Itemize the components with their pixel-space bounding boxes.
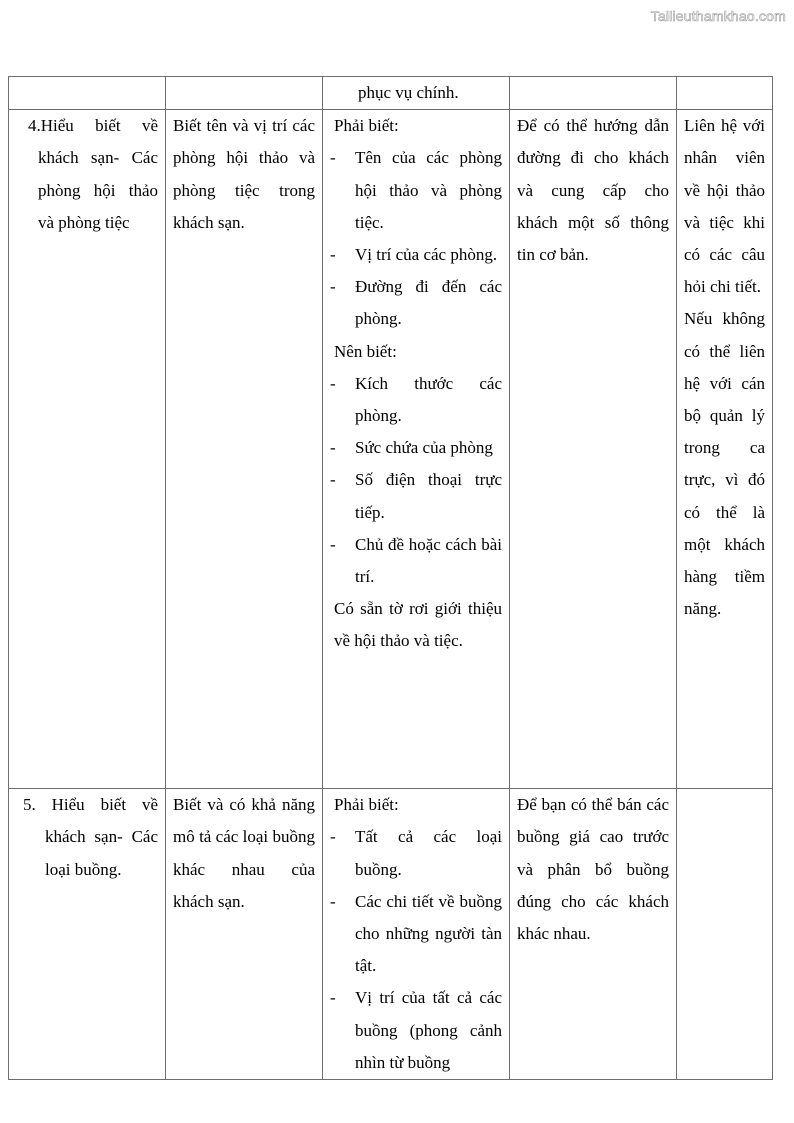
knowledge-cell — [323, 789, 510, 1080]
training-table — [8, 76, 773, 1080]
continued-text: phục vụ chính. — [358, 83, 459, 102]
table-row — [9, 110, 773, 789]
table-cell — [9, 77, 166, 110]
topic-text: 5. Hiểu biết về khách sạn- Các loại buồng. — [23, 795, 158, 879]
table-row — [9, 789, 773, 1080]
table-cell — [166, 77, 323, 110]
list-item: - Đường đi đến các phòng. — [330, 271, 502, 335]
should-know-title: Nên biết: — [334, 341, 397, 361]
skill-cell — [166, 110, 323, 789]
watermark: Tailieuthamkhao.com — [650, 8, 786, 24]
purpose-text: Để có thể hướng dẫn đường đi cho khách và cung cấp cho khách một số thông tin cơ bản. — [517, 116, 669, 265]
table-cell — [323, 77, 510, 110]
topic-cell — [9, 110, 166, 789]
knowledge-cell — [323, 110, 510, 789]
list-item: - Vị trí của các phòng. — [330, 239, 502, 271]
note-cell — [677, 789, 773, 1080]
table-cell — [510, 77, 677, 110]
purpose-cell — [510, 110, 677, 789]
should-know-list — [330, 368, 502, 593]
extra-text: Có sẵn tờ rơi giới thiệu về hội thảo và tiệc. — [334, 599, 502, 651]
list-item: - Chủ đề hoặc cách bài trí. — [330, 529, 502, 593]
topic-cell — [9, 789, 166, 1080]
must-know-title: Phải biết: — [334, 795, 399, 815]
table-row — [9, 77, 773, 110]
list-item: - Tất cả các loại buồng. — [330, 821, 502, 885]
list-item: - Số điện thoại trực tiếp. — [330, 464, 502, 528]
skill-cell — [166, 789, 323, 1080]
table-cell — [677, 77, 773, 110]
skill-text: Biết và có khả năng mô tả các loại buồng khác nhau của khách sạn. — [173, 795, 315, 911]
must-know-list — [330, 142, 502, 335]
must-know-title: Phải biết: — [334, 116, 399, 136]
list-item: - Tên của các phòng hội thảo và phòng tiệc. — [330, 142, 502, 239]
note-text: Liên hệ với nhân viên về hội thảo và tiệc khi có các câu hỏi chi tiết. — [684, 116, 765, 297]
purpose-cell — [510, 789, 677, 1080]
list-item: - Kích thước các phòng. — [330, 368, 502, 432]
list-item: - Sức chứa của phòng — [330, 432, 502, 464]
skill-text: Biết tên và vị trí các phòng hội thảo và phòng tiệc trong khách sạn. — [173, 116, 315, 232]
must-know-list — [330, 821, 502, 1079]
purpose-text: Để bạn có thể bán các buồng giá cao trước và phân bổ buồng đúng cho các khách khác nhau. — [517, 795, 669, 944]
topic-text: 4.Hiểu biết về khách sạn- Các phòng hội thảo và phòng tiệc — [28, 116, 158, 232]
list-item: - Vị trí của tất cả các buồng (phong cảnh nhìn từ buồng — [330, 982, 502, 1079]
list-item: - Các chi tiết về buồng cho những người tàn tật. — [330, 886, 502, 983]
note-cell — [677, 110, 773, 789]
note-text-2: Nếu không có thể liên hệ với cán bộ quản lý trong ca trực, vì đó có thể là một khách hàng tiềm năng. — [684, 309, 765, 619]
